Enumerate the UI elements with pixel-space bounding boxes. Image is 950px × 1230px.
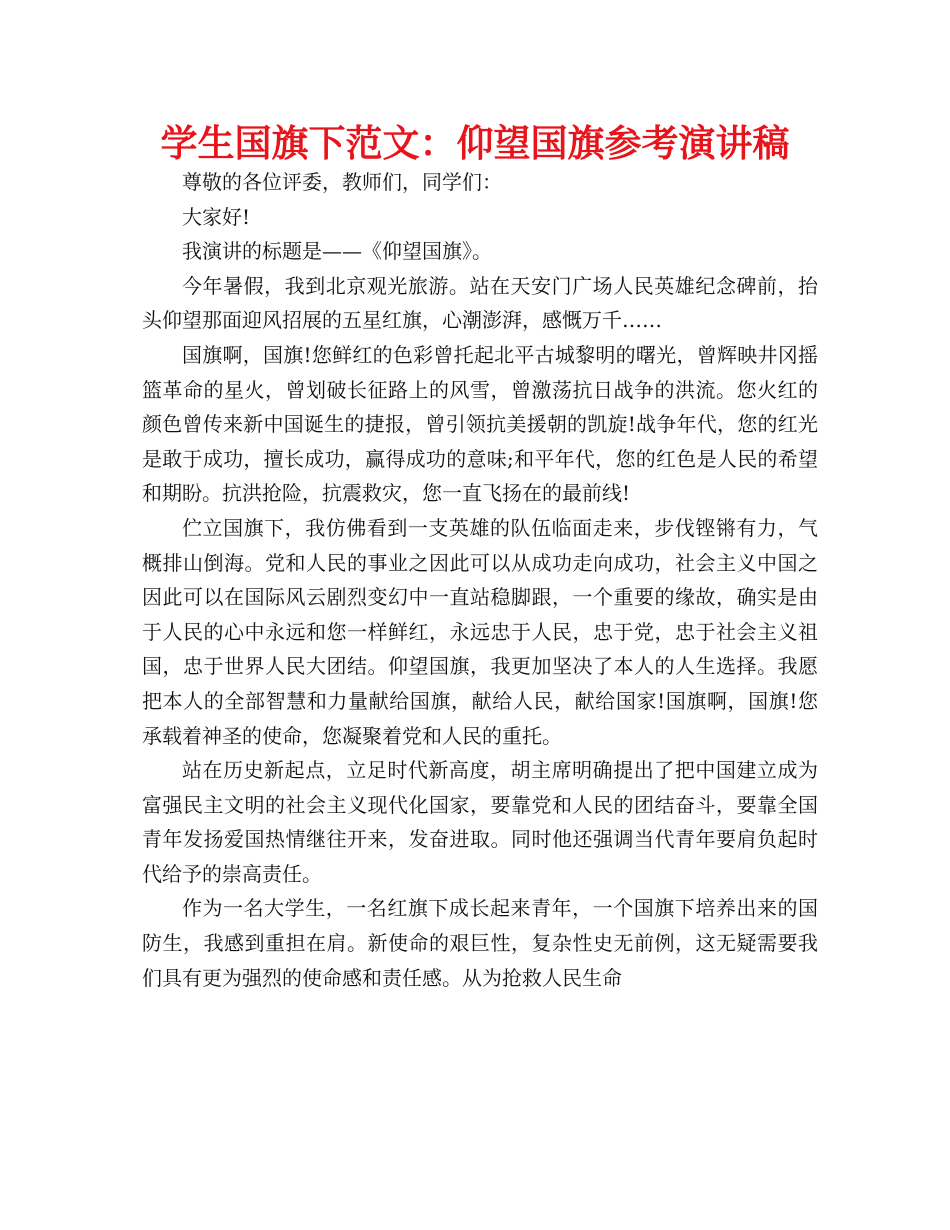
paragraph: 今年暑假，我到北京观光旅游。站在天安门广场人民英雄纪念碑前，抬头仰望那面迎风招展的五星红旗，心潮澎湃，感慨万千…… xyxy=(142,273,818,333)
paragraph-greeting: 大家好! xyxy=(182,204,251,229)
paragraph: 作为一名大学生，一名红旗下成长起来青年，一个国旗下培养出来的国防生，我感到重担在肩。新使命的艰巨性，复杂性史无前例，这无疑需要我们具有更为强烈的使命感和责任感。从为抢救人民生命 xyxy=(142,896,818,990)
paragraph: 站在历史新起点，立足时代新高度，胡主席明确提出了把中国建立成为富强民主文明的社会主义现代化国家，要靠党和人民的团结奋斗，要靠全国青年发扬爱国热情继往开来，发奋进取。同时他还强调当代青年要肩负起时代给予的崇高责任。 xyxy=(142,758,818,886)
paragraph-salutation: 尊敬的各位评委，教师们，同学们： xyxy=(182,170,502,194)
paragraph: 国旗啊，国旗!您鲜红的色彩曾托起北平古城黎明的曙光，曾辉映井冈摇篮革命的星火，曾划破长征路上的风雪，曾激荡抗日战争的洪流。您火红的颜色曾传来新中国诞生的捷报，曾引领抗美援朝的凯旋!战争年代，您的红光是敢于成功，擅长成功，赢得成功的意味;和平年代，您的红色是人民的希望和期盼。抗洪抢险，抗震救灾，您一直飞扬在的最前线! xyxy=(142,342,818,506)
document-body xyxy=(142,165,818,995)
paragraph-topic: 我演讲的标题是——《仰望国旗》。 xyxy=(182,239,492,264)
paragraph: 伫立国旗下，我仿佛看到一支英雄的队伍临面走来，步伐铿锵有力，气概排山倒海。党和人民的事业之因此可以从成功走向成功，社会主义中国之因此可以在国际风云剧烈变幻中一直站稳脚跟，一个重要的缘故，确实是由于人民的心中永远和您一样鲜红，永远忠于人民，忠于党，忠于社会主义祖国，忠于世界人民大团结。仰望国旗，我更加坚决了本人的人生选择。我愿把本人的全部智慧和力量献给国旗，献给人民，献给国家!国旗啊，国旗!您承载着神圣的使命，您凝聚着党和人民的重托。 xyxy=(142,515,818,748)
document-title: 学生国旗下范文：仰望国旗参考演讲稿 xyxy=(160,122,790,165)
